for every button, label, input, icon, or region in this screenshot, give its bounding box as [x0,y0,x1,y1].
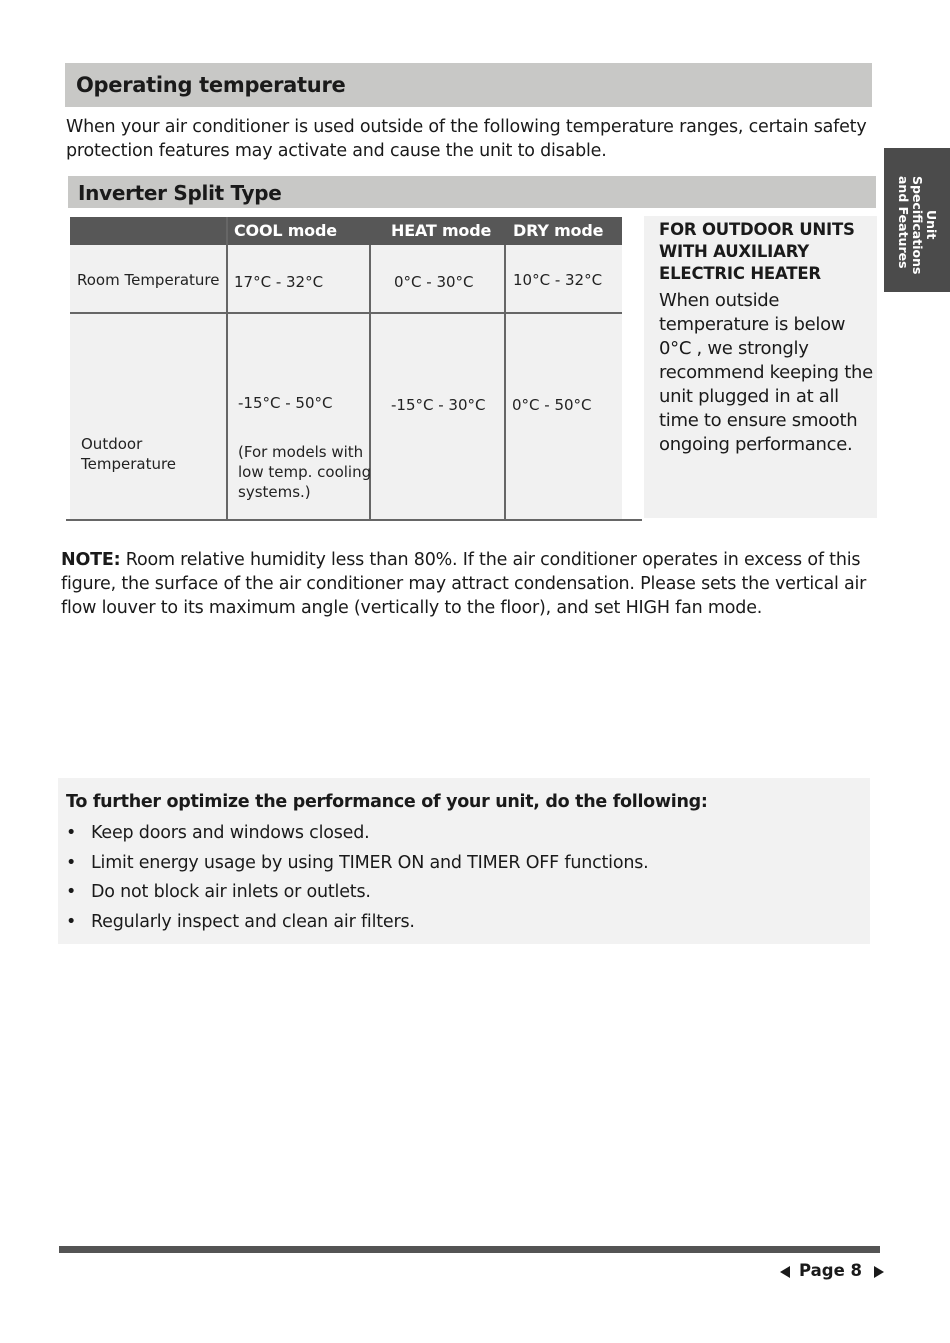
header-cool-mode: COOL mode [234,221,337,240]
intro-paragraph: When your air conditioner is used outside of the following temperature ranges, certain safety protection features may activate and cause the unit to disable. [66,117,867,161]
next-page-icon[interactable] [874,1266,884,1278]
tip-text: Limit energy usage by using TIMER ON and TIMER OFF functions. [91,852,649,873]
column-divider [504,245,506,519]
heater-title-line: ELECTRIC HEATER [659,264,821,283]
note-text: Room relative humidity less than 80%. If the air conditioner operates in excess of this figure, the surface of the air conditioner may attract condensation. Please sets the vertical air flow louver to its maximum angle (vertically to the floor), and set HIGH fan mode. [61,550,867,618]
list-item [66,908,870,938]
tips-list [66,819,870,937]
section-title: Operating temperature [65,63,872,107]
page-number: Page 8 [799,1261,863,1280]
note-line: systems.) [238,483,311,501]
cell-outdoor-cool: -15°C - 50°C [238,394,333,412]
side-tab-line: Specifications [910,176,925,275]
list-item [66,819,870,849]
bullet: • [66,823,77,843]
bullet: • [66,911,77,932]
tips-title: To further optimize the performance of your unit, do the following: [66,792,708,812]
heater-title-line: WITH AUXILIARY [659,242,810,261]
tip-text: Do not block air inlets or outlets. [91,882,371,902]
column-divider [226,217,228,519]
tip-text: Regularly inspect and clean air filters. [91,911,415,932]
note-line: (For models with [238,443,364,461]
auxiliary-heater-callout [644,216,877,518]
cell-room-heat: 0°C - 30°C [394,273,474,291]
row-label-outdoor-temperature [81,434,176,474]
cell-outdoor-dry: 0°C - 50°C [512,396,592,414]
tip-text: Keep doors and windows closed. [91,823,370,843]
row-label-line: Temperature [81,455,177,473]
side-tab-line: Unit [924,210,939,240]
bullet: • [66,852,77,873]
side-tab-line: and Features [896,176,911,269]
cell-outdoor-heat: -15°C - 30°C [391,396,486,414]
list-item [66,849,870,879]
cell-outdoor-cool-note [238,442,371,502]
row-label-room-temperature: Room Temperature [77,271,220,289]
footer-divider [59,1246,880,1253]
row-divider [70,312,622,314]
side-tab[interactable] [884,148,950,292]
sub-title: Inverter Split Type [68,176,876,208]
table-bottom-rule [66,519,642,521]
note-paragraph [61,548,871,620]
bullet: • [66,882,77,902]
heater-text: When outside temperature is below 0°C , we strongly recommend keeping the unit plugged in at all time to ensure smooth ongoing performance. [659,290,873,455]
row-label-line: Outdoor [81,435,143,453]
note-line: low temp. cooling [238,463,372,481]
tips-box [58,778,870,944]
header-dry-mode: DRY mode [513,221,604,240]
header-heat-mode: HEAT mode [391,221,492,240]
previous-page-icon[interactable] [780,1266,790,1278]
side-tab-label [896,176,938,296]
temperature-table [66,217,642,522]
heater-title [659,219,877,285]
cell-room-cool: 17°C - 32°C [234,273,324,291]
cell-room-dry: 10°C - 32°C [513,271,603,289]
heater-title-line: FOR OUTDOOR UNITS [659,220,855,239]
table-header-row [70,217,622,245]
note-label: NOTE: [61,550,121,570]
list-item [66,878,870,908]
